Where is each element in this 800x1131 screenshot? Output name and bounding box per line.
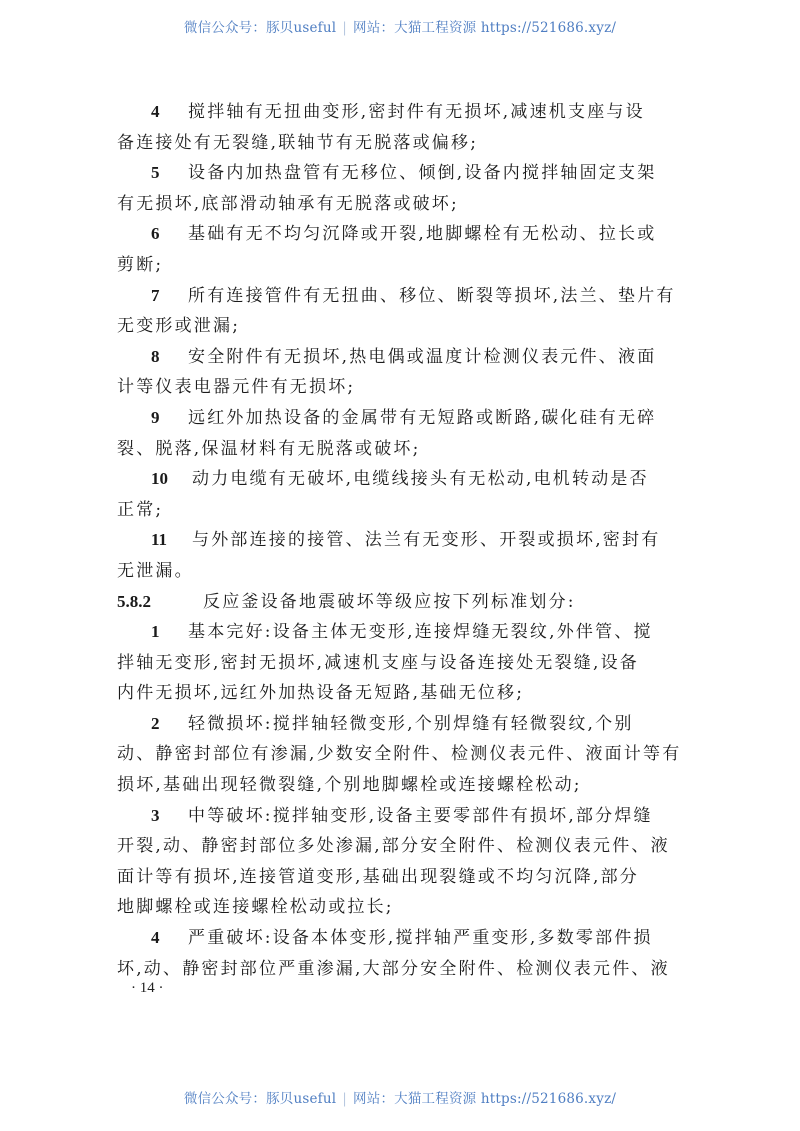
item-number: 8	[151, 346, 160, 366]
watermark-website: 网站：大猫工程资源 https://521686.xyz/	[353, 20, 617, 36]
grade-3-line-1: 3 中等破坏:搅拌轴变形,设备主要零部件有损坏,部分焊缝	[117, 801, 687, 832]
section-number: 5.8.2	[117, 591, 151, 611]
item-8-line-2: 计等仪表电器元件有无损坏;	[117, 377, 356, 398]
item-10-line-1: 10 动力电缆有无破坏,电缆线接头有无松动,电机转动是否	[117, 464, 687, 495]
item-6-line-1: 6 基础有无不均匀沉降或开裂,地脚螺栓有无松动、拉长或	[117, 219, 687, 250]
item-11-line-1: 11 与外部连接的接管、法兰有无变形、开裂或损坏,密封有	[117, 525, 687, 556]
grade-4-line-1: 4 严重破坏:设备本体变形,搅拌轴严重变形,多数零部件损	[117, 923, 687, 954]
watermark-footer	[0, 1087, 800, 1107]
item-number: 4	[151, 102, 160, 121]
page-number: · 14 ·	[131, 980, 164, 996]
item-9-line-1: 9 远红外加热设备的金属带有无短路或断路,碳化硅有无碎	[117, 403, 687, 434]
grade-4-line-2: 坏,动、静密封部位严重渗漏,大部分安全附件、检测仪表元件、液	[117, 958, 670, 979]
watermark-separator: |	[342, 20, 348, 36]
item-7-line-2: 无变形或泄漏;	[117, 316, 241, 337]
item-10-line-2: 正常;	[117, 499, 164, 520]
item-7-line-1: 7 所有连接管件有无扭曲、移位、断裂等损坏,法兰、垫片有	[117, 281, 687, 312]
grade-1-line-3: 内件无损坏,远红外加热设备无短路,基础无位移;	[117, 683, 525, 704]
item-number: 5	[151, 163, 160, 183]
watermark-website: 网站：大猫工程资源 https://521686.xyz/	[353, 1091, 617, 1107]
grade-3-line-4: 地脚螺栓或连接螺栓松动或拉长;	[117, 897, 394, 918]
item-number: 6	[151, 224, 160, 244]
item-9-line-2: 裂、脱落,保温材料有无脱落或破坏;	[117, 438, 421, 459]
grade-1-line-1: 1 基本完好:设备主体无变形,连接焊缝无裂纹,外伴管、搅	[117, 617, 687, 648]
watermark-header	[0, 16, 800, 36]
item-number: 10	[151, 469, 168, 489]
item-4-line-1: 4 搅拌轴有无扭曲变形,密封件有无损坏,减速机支座与设	[117, 97, 687, 128]
grade-2-line-3: 损坏,基础出现轻微裂缝,个别地脚螺栓或连接螺栓松动;	[117, 775, 582, 796]
item-6-line-2: 剪断;	[117, 254, 164, 275]
grade-2-line-1: 2 轻微损坏:搅拌轴轻微变形,个别焊缝有轻微裂纹,个别	[117, 709, 687, 740]
document-body	[117, 97, 687, 984]
item-5-line-1: 5 设备内加热盘管有无移位、倾倒,设备内搅拌轴固定支架	[117, 158, 687, 189]
watermark-separator: |	[342, 1091, 348, 1107]
item-8-line-1: 8 安全附件有无损坏,热电偶或温度计检测仪表元件、液面	[117, 342, 687, 373]
grade-number: 4	[151, 928, 160, 948]
grade-number: 3	[151, 805, 160, 825]
item-number: 7	[151, 285, 160, 305]
grade-2-line-2: 动、静密封部位有渗漏,少数安全附件、检测仪表元件、液面计等有	[117, 744, 682, 765]
item-4-line-2: 备连接处有无裂缝,联轴节有无脱落或偏移;	[117, 132, 479, 153]
grade-number: 1	[151, 622, 160, 642]
item-number: 9	[151, 407, 160, 427]
grade-3-line-3: 面计等有损坏,连接管道变形,基础出现裂缝或不均匀沉降,部分	[117, 866, 640, 887]
grade-3-line-2: 开裂,动、静密封部位多处渗漏,部分安全附件、检测仪表元件、液	[117, 836, 670, 857]
grade-1-line-2: 拌轴无变形,密封无损坏,减速机支座与设备连接处无裂缝,设备	[117, 652, 640, 673]
watermark-wechat: 微信公众号：豚贝useful	[183, 20, 337, 36]
item-number: 11	[151, 530, 168, 550]
grade-number: 2	[151, 713, 160, 733]
watermark-wechat: 微信公众号：豚贝useful	[183, 1091, 337, 1107]
item-11-line-2: 无泄漏。	[117, 560, 194, 581]
item-5-line-2: 有无损坏,底部滑动轴承有无脱落或破坏;	[117, 193, 459, 214]
section-heading-5-8-2: 5.8.2 反应釜设备地震破坏等级应按下列标准划分:	[117, 587, 687, 618]
